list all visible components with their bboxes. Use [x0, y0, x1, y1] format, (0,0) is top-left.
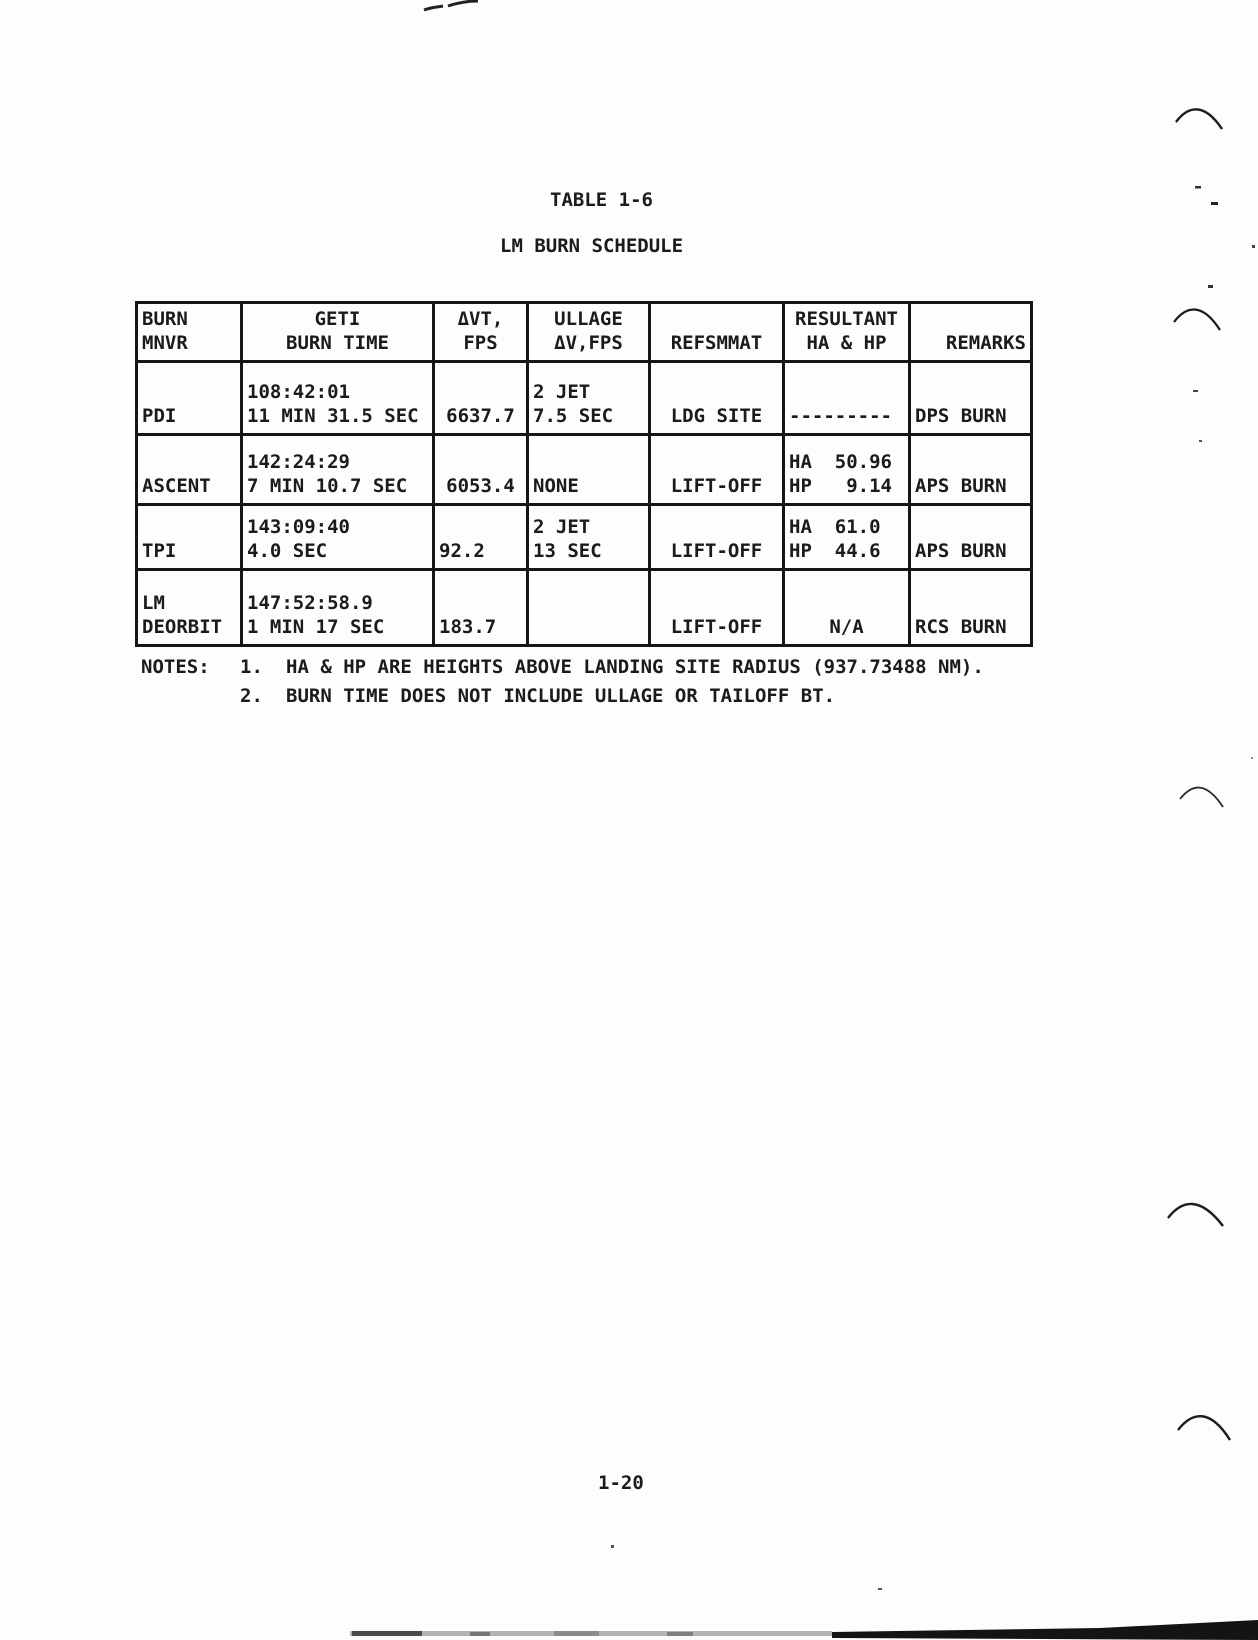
cell-mnvr — [137, 505, 242, 570]
header-remarks — [910, 303, 1032, 362]
cell-geti — [242, 435, 434, 505]
table-row-ascent — [137, 435, 1032, 505]
cell-refsmmat — [650, 570, 784, 646]
header-line: ULLAGE — [554, 308, 623, 330]
scan-speck — [1208, 285, 1213, 288]
cell-line: 147:52:58.9 — [247, 592, 373, 614]
cell-line: LIFT-OFF — [670, 616, 763, 638]
scan-speck — [1251, 757, 1253, 759]
cell-refsmmat — [650, 505, 784, 570]
header-resultant-ha-hp — [784, 303, 910, 362]
cell-line: 11 MIN 31.5 SEC — [247, 405, 419, 427]
scan-bottom-band — [832, 1620, 1258, 1640]
scan-mark-curve — [1180, 788, 1223, 807]
scan-speck — [1193, 390, 1198, 392]
header-line: FPS — [463, 332, 498, 354]
cell-ha-hp — [784, 435, 910, 505]
note-number: 2. — [240, 685, 263, 707]
cell-line: DPS BURN — [915, 405, 1007, 427]
cell-dvt — [434, 570, 528, 646]
cell-line: HA 61.0 — [789, 516, 881, 538]
header-refsmmat — [650, 303, 784, 362]
header-burn-mnvr — [137, 303, 242, 362]
scan-speck — [1252, 245, 1255, 248]
header-delta-vt-fps — [434, 303, 528, 362]
scan-bottom-band — [554, 1631, 599, 1636]
cell-mnvr — [137, 435, 242, 505]
cell-line: ASCENT — [142, 475, 211, 497]
cell-line: 143:09:40 — [247, 516, 350, 538]
scan-mark-top — [424, 6, 443, 10]
cell-line: LIFT-OFF — [670, 475, 763, 497]
cell-ullage — [528, 570, 650, 646]
scan-bottom-band — [350, 1631, 832, 1636]
cell-line: 2 JET — [533, 516, 591, 538]
table-row-lm-deorbit — [137, 570, 1032, 646]
scan-speck — [1211, 202, 1218, 205]
cell-line: 92.2 — [439, 540, 485, 562]
cell-line: NONE — [533, 475, 579, 497]
note-text: BURN TIME DOES NOT INCLUDE ULLAGE OR TAILOFF BT. — [286, 685, 836, 707]
cell-line: 2 JET — [533, 381, 591, 403]
cell-line: 6053.4 — [446, 475, 515, 497]
scan-bottom-band — [667, 1632, 693, 1636]
note-text: HA & HP ARE HEIGHTS ABOVE LANDING SITE RADIUS (937.73488 NM). — [286, 656, 984, 678]
scan-mark-top — [448, 1, 478, 6]
scan-speck — [611, 1545, 614, 1548]
cell-mnvr — [137, 570, 242, 646]
cell-line: RCS BURN — [915, 616, 1007, 638]
table-row-tpi — [137, 505, 1032, 570]
header-line: HA & HP — [806, 332, 887, 354]
header-line: REFSMMAT — [670, 332, 763, 354]
scan-bottom-band — [352, 1631, 422, 1636]
cell-remarks — [910, 362, 1032, 435]
scan-speck — [1195, 186, 1201, 189]
cell-line: N/A — [829, 616, 864, 638]
cell-dvt — [434, 505, 528, 570]
cell-ullage — [528, 435, 650, 505]
cell-line: LM — [142, 592, 165, 614]
header-line: MNVR — [142, 332, 188, 354]
cell-ha-hp — [784, 362, 910, 435]
header-line: ΔV,FPS — [554, 332, 623, 354]
cell-line: 183.7 — [439, 616, 497, 638]
header-line: RESULTANT — [795, 308, 898, 330]
scan-speck — [878, 1588, 882, 1590]
cell-line: HA 50.96 — [789, 451, 892, 473]
header-line: REMARKS — [945, 332, 1026, 354]
notes-section — [141, 653, 984, 711]
cell-ullage — [528, 505, 650, 570]
cell-geti — [242, 505, 434, 570]
page-number: 1-20 — [598, 1472, 644, 1494]
header-line: BURN — [142, 308, 188, 330]
cell-line: LIFT-OFF — [670, 540, 763, 562]
cell-dvt — [434, 362, 528, 435]
cell-line: TPI — [142, 540, 177, 562]
cell-line: APS BURN — [915, 540, 1007, 562]
note-indent — [141, 682, 240, 711]
note-number: 1. — [240, 656, 263, 678]
cell-line: 108:42:01 — [247, 381, 350, 403]
cell-line: APS BURN — [915, 475, 1007, 497]
cell-line: LDG SITE — [670, 405, 763, 427]
page-subtitle: LM BURN SCHEDULE — [500, 235, 684, 257]
cell-line: 6637.7 — [446, 405, 515, 427]
cell-remarks — [910, 505, 1032, 570]
note-item — [141, 653, 984, 682]
header-ullage-dv-fps — [528, 303, 650, 362]
note-item — [141, 682, 984, 711]
cell-ha-hp — [784, 570, 910, 646]
table-row-pdi — [137, 362, 1032, 435]
cell-line: --------- — [789, 405, 892, 427]
notes-label: NOTES: — [141, 656, 210, 678]
cell-geti — [242, 570, 434, 646]
table-header-row — [137, 303, 1032, 362]
cell-geti — [242, 362, 434, 435]
cell-line: HP 44.6 — [789, 540, 881, 562]
cell-refsmmat — [650, 362, 784, 435]
cell-line: 4.0 SEC — [247, 540, 328, 562]
cell-line: HP 9.14 — [789, 475, 892, 497]
header-geti-burn-time — [242, 303, 434, 362]
header-line: ΔVT, — [457, 308, 504, 330]
page-title: TABLE 1-6 — [550, 189, 653, 211]
cell-line: 13 SEC — [533, 540, 602, 562]
cell-remarks — [910, 435, 1032, 505]
cell-line: DEORBIT — [142, 616, 223, 638]
header-line: BURN TIME — [286, 332, 389, 354]
scan-mark-curve — [1168, 1204, 1223, 1226]
cell-mnvr — [137, 362, 242, 435]
cell-dvt — [434, 435, 528, 505]
cell-line: PDI — [142, 405, 177, 427]
cell-line: 7 MIN 10.7 SEC — [247, 475, 408, 497]
scan-mark-curve — [1174, 309, 1220, 330]
header-line: GETI — [314, 308, 361, 330]
lm-burn-schedule-table — [135, 301, 1033, 647]
scan-mark-curve — [1176, 109, 1222, 129]
cell-refsmmat — [650, 435, 784, 505]
cell-line: 7.5 SEC — [533, 405, 614, 427]
scan-mark-curve — [1178, 1416, 1230, 1440]
cell-line: 142:24:29 — [247, 451, 350, 473]
cell-line: 1 MIN 17 SEC — [247, 616, 385, 638]
cell-ha-hp — [784, 505, 910, 570]
cell-remarks — [910, 570, 1032, 646]
scan-speck — [1199, 440, 1202, 442]
scan-bottom-band — [470, 1632, 490, 1636]
cell-ullage — [528, 362, 650, 435]
